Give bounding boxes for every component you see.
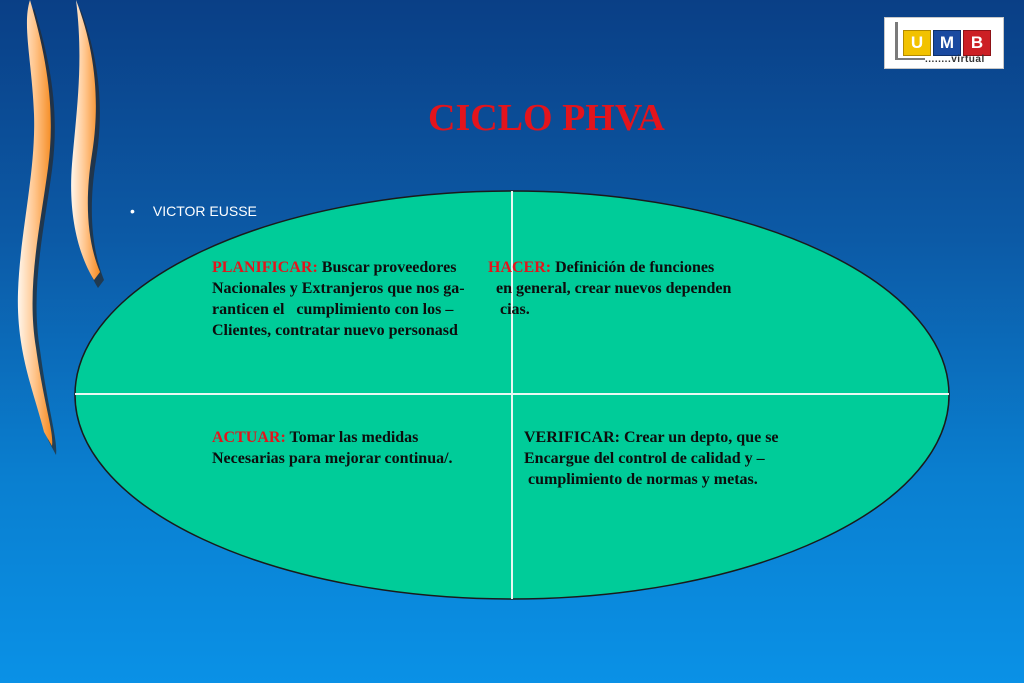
actuar-keyword: ACTUAR:: [212, 429, 286, 446]
logo-letter-b: B: [963, 30, 991, 56]
logo-subtitle: ........virtual: [925, 54, 985, 65]
actuar-first-line: Tomar las medidas: [285, 429, 419, 446]
hacer-text: en general, crear nuevos dependen cias.: [496, 280, 732, 318]
bullet-dot-icon: •: [130, 203, 135, 219]
logo-letter-u: U: [903, 30, 931, 56]
verificar-text: Encargue del control de calidad y – cumplimiento de normas y metas.: [524, 450, 765, 488]
quadrant-hacer: [488, 257, 731, 320]
verificar-first-line: VERIFICAR: Crear un depto, que se: [524, 429, 779, 446]
planificar-text: Nacionales y Extranjeros que nos ga- ranticen el cumplimiento con los – Clientes, contratar nuevo personasd: [212, 280, 465, 339]
quadrant-actuar: [212, 427, 453, 469]
quadrant-planificar: [212, 257, 465, 341]
quadrant-verificar: [524, 427, 779, 490]
slide-title: CICLO PHVA: [428, 97, 665, 139]
hacer-keyword: HACER:: [488, 259, 552, 276]
actuar-text: Necesarias para mejorar continua/.: [212, 450, 453, 467]
bullet-text: VICTOR EUSSE: [152, 203, 257, 219]
planificar-keyword: PLANIFICAR:: [212, 259, 318, 276]
planificar-first-line: Buscar proveedores: [317, 259, 457, 276]
logo-letter-m: M: [933, 30, 961, 56]
hacer-first-line: Definición de funciones: [551, 259, 715, 276]
